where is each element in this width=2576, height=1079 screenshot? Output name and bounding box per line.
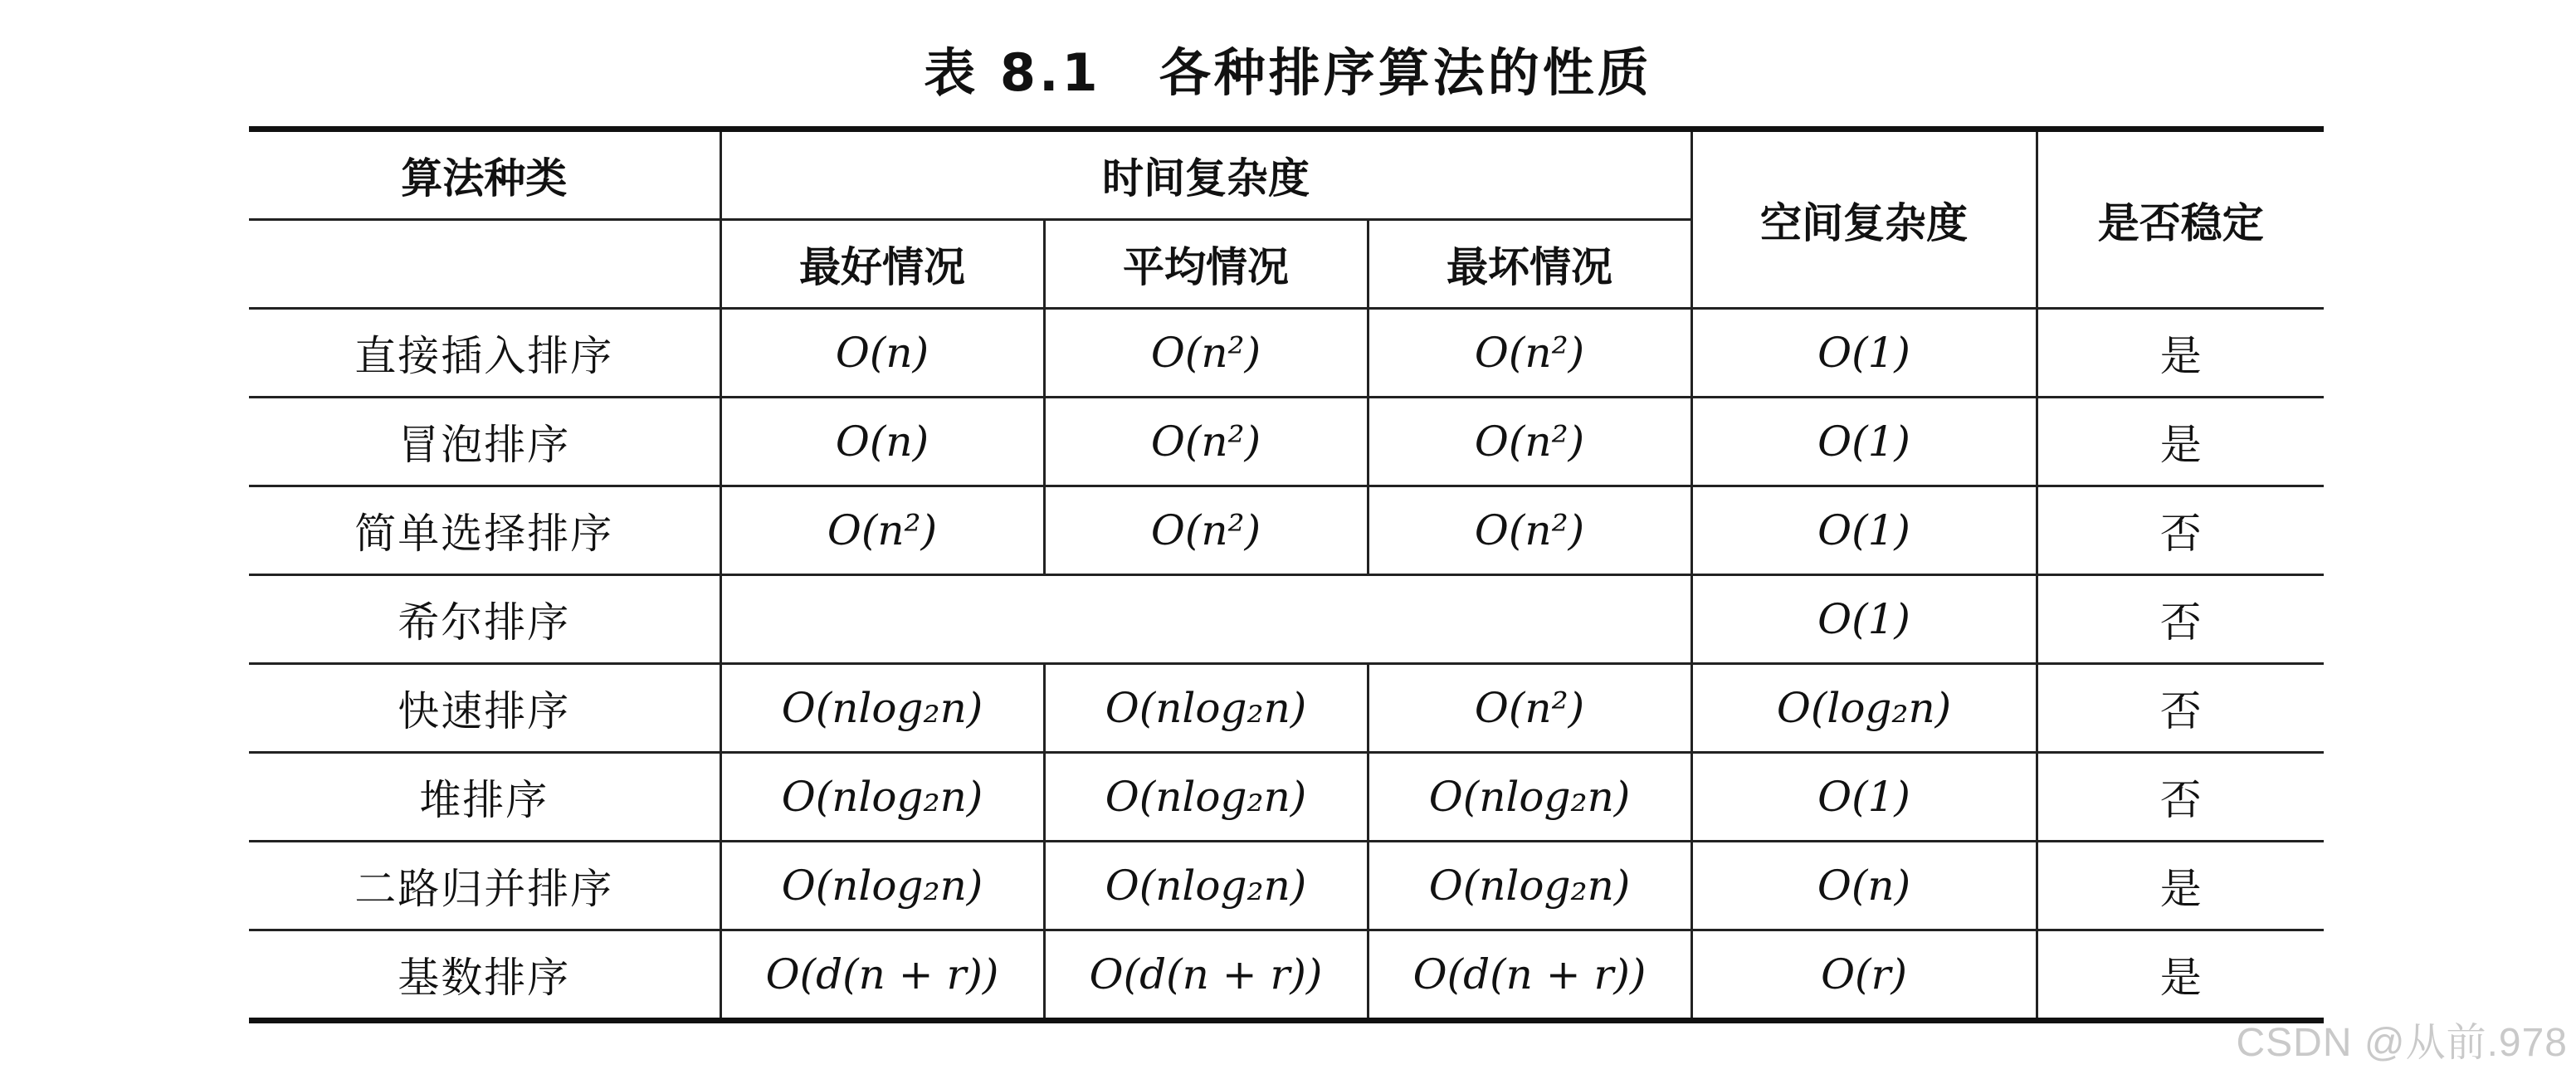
worst-case-cell: O(n²) — [1368, 398, 1691, 486]
watermark: CSDN @从前.978 — [2236, 1021, 2568, 1065]
stable-cell: 是 — [2037, 930, 2324, 1021]
algorithm-name: 冒泡排序 — [249, 398, 720, 486]
table-row — [249, 575, 2324, 664]
header-stable: 是否稳定 — [2037, 129, 2324, 309]
algorithm-name: 基数排序 — [249, 930, 720, 1021]
header-worst: 最坏情况 — [1368, 220, 1691, 309]
best-case-cell: O(n) — [720, 398, 1044, 486]
table-row — [249, 664, 2324, 753]
header-row-1 — [249, 129, 2324, 220]
stable-cell: 是 — [2037, 398, 2324, 486]
space-complexity-cell: O(r) — [1691, 930, 2037, 1021]
header-algorithm-blank — [249, 220, 720, 309]
sorting-properties-table — [249, 126, 2324, 1023]
space-complexity-cell: O(1) — [1691, 575, 2037, 664]
table-caption — [0, 32, 2576, 105]
average-case-cell: O(n²) — [1044, 486, 1368, 575]
worst-case-cell: O(n²) — [1368, 664, 1691, 753]
space-complexity-cell: O(1) — [1691, 486, 2037, 575]
space-complexity-cell: O(log₂n) — [1691, 664, 2037, 753]
table-row — [249, 398, 2324, 486]
algorithm-name: 直接插入排序 — [249, 309, 720, 398]
stable-cell: 否 — [2037, 664, 2324, 753]
table-body — [249, 309, 2324, 1021]
best-case-cell: O(nlog₂n) — [720, 664, 1044, 753]
stable-cell: 否 — [2037, 486, 2324, 575]
table-row — [249, 930, 2324, 1021]
average-case-cell: O(n²) — [1044, 398, 1368, 486]
stable-cell: 否 — [2037, 753, 2324, 842]
space-complexity-cell: O(n) — [1691, 842, 2037, 930]
space-complexity-cell: O(1) — [1691, 753, 2037, 842]
algorithm-name: 二路归并排序 — [249, 842, 720, 930]
header-algorithm: 算法种类 — [249, 129, 720, 220]
table-row — [249, 486, 2324, 575]
algorithm-name: 快速排序 — [249, 664, 720, 753]
stable-cell: 否 — [2037, 575, 2324, 664]
algorithm-name: 简单选择排序 — [249, 486, 720, 575]
average-case-cell: O(nlog₂n) — [1044, 753, 1368, 842]
table-row — [249, 842, 2324, 930]
average-case-cell: O(n²) — [1044, 309, 1368, 398]
best-case-cell: O(n²) — [720, 486, 1044, 575]
worst-case-cell: O(nlog₂n) — [1368, 842, 1691, 930]
header-time-complexity: 时间复杂度 — [720, 129, 1691, 220]
average-case-cell: O(d(n + r)) — [1044, 930, 1368, 1021]
stable-cell: 是 — [2037, 842, 2324, 930]
best-case-cell: O(nlog₂n) — [720, 753, 1044, 842]
average-case-cell: O(nlog₂n) — [1044, 842, 1368, 930]
best-case-cell: O(d(n + r)) — [720, 930, 1044, 1021]
worst-case-cell: O(nlog₂n) — [1368, 753, 1691, 842]
header-space-complexity: 空间复杂度 — [1691, 129, 2037, 309]
stable-cell: 是 — [2037, 309, 2324, 398]
best-case-cell: O(nlog₂n) — [720, 842, 1044, 930]
worst-case-cell: O(d(n + r)) — [1368, 930, 1691, 1021]
table-header — [249, 129, 2324, 309]
worst-case-cell: O(n²) — [1368, 486, 1691, 575]
algorithm-name: 希尔排序 — [249, 575, 720, 664]
table-number: 表 8.1 — [924, 42, 1101, 103]
best-case-cell: O(n) — [720, 309, 1044, 398]
table-title: 各种排序算法的性质 — [1159, 42, 1652, 103]
space-complexity-cell: O(1) — [1691, 309, 2037, 398]
algorithm-name: 堆排序 — [249, 753, 720, 842]
header-best: 最好情况 — [720, 220, 1044, 309]
worst-case-cell: O(n²) — [1368, 309, 1691, 398]
time-complexity-merged — [720, 575, 1691, 664]
header-average: 平均情况 — [1044, 220, 1368, 309]
average-case-cell: O(nlog₂n) — [1044, 664, 1368, 753]
table-row — [249, 309, 2324, 398]
table-row — [249, 753, 2324, 842]
space-complexity-cell: O(1) — [1691, 398, 2037, 486]
